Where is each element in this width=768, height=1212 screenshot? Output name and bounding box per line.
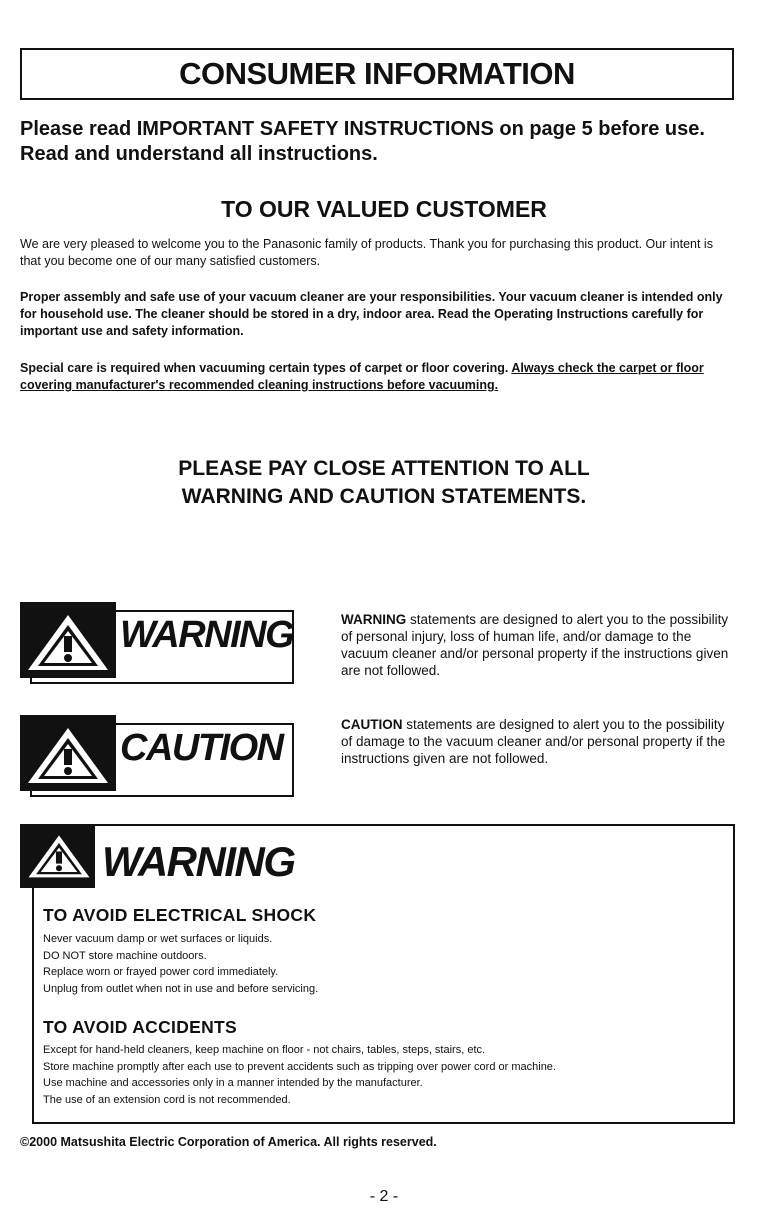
shock-list xyxy=(43,931,723,997)
section-heading: TO OUR VALUED CUSTOMER xyxy=(221,196,547,222)
list-item: The use of an extension cord is not recommended. xyxy=(43,1093,291,1106)
warning-desc-lead: WARNING xyxy=(341,612,407,627)
shock-section-title: TO AVOID ELECTRICAL SHOCK xyxy=(43,905,317,925)
warning-description xyxy=(341,611,736,679)
caution-label-word: CAUTION xyxy=(120,727,283,769)
carpet-care-paragraph xyxy=(20,360,732,394)
responsibility-paragraph: Proper assembly and safe use of your vacuum cleaner are your responsibilities. Your vacuum cleaner is intended only for household use. The cleaner should be stored in a dry, indoor area. Read the Operating Instructions carefully for important use and safety information. xyxy=(20,290,723,338)
warning-box-heading: WARNING xyxy=(102,838,295,885)
title-box xyxy=(20,48,734,100)
list-item: DO NOT store machine outdoors. xyxy=(43,949,207,962)
page-number: - 2 - xyxy=(369,1188,399,1205)
list-item: Unplug from outlet when not in use and before servicing. xyxy=(43,982,319,995)
warning-triangle-icon xyxy=(26,612,110,672)
warning-desc-text: statements are designed to alert you to the possibility of personal injury, loss of human life, and/or damage to the vacuum cleaner and/or personal property if the instructions given are not followed. xyxy=(341,612,729,678)
list-item: Never vacuum damp or wet surfaces or liquids. xyxy=(43,933,273,945)
caution-description xyxy=(341,716,736,767)
carpet-care-text: Special care is required when vacuuming certain types of carpet or floor covering. xyxy=(20,361,512,375)
intro-notice: Please read IMPORTANT SAFETY INSTRUCTIONS on page 5 before use. Read and understand all instructions. xyxy=(20,118,705,165)
list-item: Replace worn or frayed power cord immediately. xyxy=(43,966,279,978)
warning-label xyxy=(20,602,294,684)
accident-section-title: TO AVOID ACCIDENTS xyxy=(43,1017,238,1037)
attention-line-2: WARNING AND CAUTION STATEMENTS. xyxy=(181,485,587,508)
caution-label xyxy=(20,715,294,797)
caution-desc-text: statements are designed to alert you to the possibility of damage to the vacuum cleaner and/or personal property if the instructions given are not followed. xyxy=(341,717,726,766)
accident-list xyxy=(43,1042,723,1108)
attention-notice xyxy=(0,455,768,511)
warning-triangle-icon xyxy=(27,829,91,883)
welcome-paragraph: We are very pleased to welcome you to the Panasonic family of products. Thank you for purchasing this product. Our intent is that you become one of our many satisfied customers. xyxy=(20,237,713,268)
copyright-notice: ©2000 Matsushita Electric Corporation of America. All rights reserved. xyxy=(20,1135,437,1149)
warning-label-word: WARNING xyxy=(120,614,294,656)
carpet-care-underlined-text: Always check the carpet or floor covering manufacturer's recommended cleaning instructions before vacuuming. xyxy=(20,361,704,392)
list-item: Except for hand-held cleaners, keep machine on floor - not chairs, tables, steps, stairs, etc. xyxy=(43,1044,486,1056)
list-item: Use machine and accessories only in a manner intended by the manufacturer. xyxy=(43,1077,423,1089)
caution-triangle-icon xyxy=(26,725,110,785)
list-item: Store machine promptly after each use to prevent accidents such as tripping over power cord or machine. xyxy=(43,1060,556,1073)
caution-desc-lead: CAUTION xyxy=(341,717,403,732)
attention-line-1: PLEASE PAY CLOSE ATTENTION TO ALL xyxy=(178,457,590,480)
page-title: CONSUMER INFORMATION xyxy=(179,56,575,91)
